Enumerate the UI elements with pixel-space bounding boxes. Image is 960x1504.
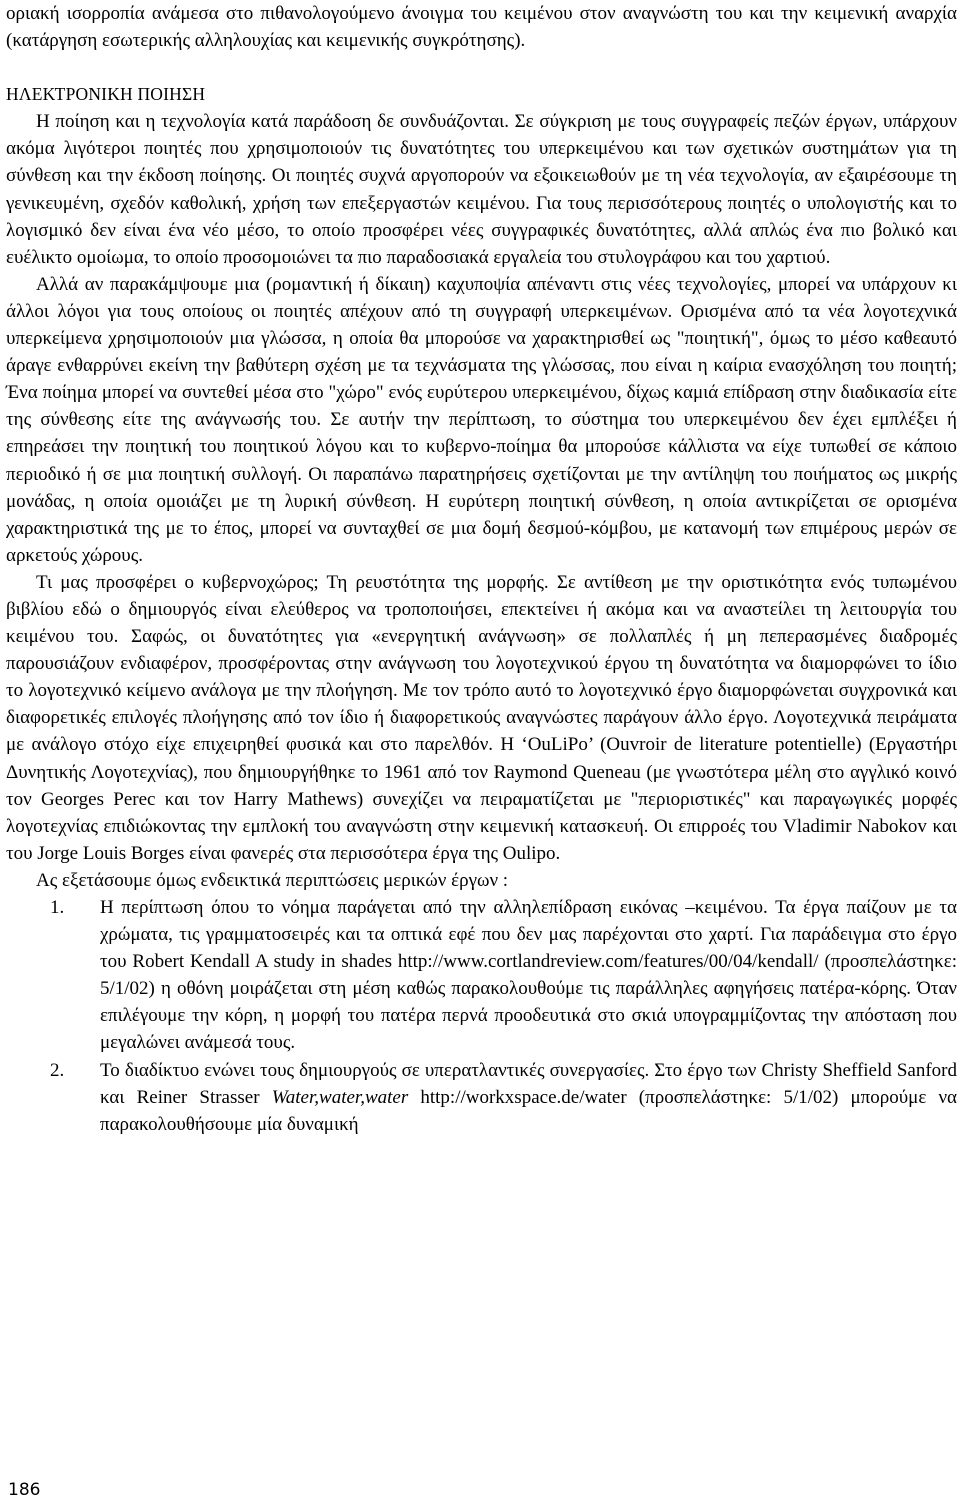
page-number: 186 (8, 1480, 41, 1500)
list-item (6, 894, 957, 1057)
list-item-text-before: Το διαδίκτυο ενώνει τους δημιουργούς σε υπερατλαντικές συνεργασίες. Στο έργο των Christy Sheffield Sanford και Reiner Strasser (100, 1059, 957, 1108)
intro-paragraph: οριακή ισορροπία ανάμεσα στο πιθανολογούμενο άνοιγμα του κειμένου στον αναγνώστη του και την κειμενική αναρχία (κατάργηση εσωτερικής αλληλουχίας και κειμενικής συγκρότησης). (6, 3, 957, 52)
body-paragraph: Ας εξετάσουμε όμως ενδεικτικά περιπτώσεις μερικών έργων : (36, 869, 509, 891)
list-item (6, 1057, 957, 1138)
list-item-text: Η περίπτωση όπου το νόημα παράγεται από την αλληλεπίδραση εικόνας –κειμένου. Τα έργα παίζουν με τα χρώματα, τις γραμματοσειρές και τα οπτικά εφέ που δεν μας παρέχονται στο χαρτί. Για παράδειγμα στο έργο του Robert Kendall A study in shades http://www.cortlandreview.com/features/00/04/kendall/ (προσπελάστηκε: 5/1/02) η οθόνη μοιράζεται στη μέση καθώς παρακολουθούμε τις παράλληλες αφηγήσεις πατέρα-κόρης. Όταν επιλέγουμε την κόρη, η μορφή του πατέρα περνά προοδευτικά στο σκιά υπογραμμίζοντας την απόσταση που μεγαλώνει ανάμεσά τους. (100, 897, 957, 1054)
section-heading: ΗΛΕΚΤΡΟΝΙΚΗ ΠΟΙΗΣΗ (6, 84, 206, 105)
list-item-number: 1. (50, 897, 65, 918)
text-block (6, 0, 957, 1138)
body-paragraph: Αλλά αν παρακάμψουμε μια (ρομαντική ή δίκαιη) καχυποψία απέναντι στις νέες τεχνολογίες, μπορεί να υπάρχουν κι άλλοι λόγοι για τους οποίους οι ποιητές απέχουν από τη συγγραφή υπερκειμένων. Ορισμένα από τα νέα λογοτεχνικά υπερκείμενα χρησιμοποιούν μια γλώσσα, η οποία θα μπορούσε να χαρακτηρισθεί ως "ποιητική", όμως το μέσο καθεαυτό άραγε ενθαρρύνει εκείνη την βαθύτερη σχέση με τα τεχνάσματα της γλώσσας, που είναι η καίρια ενασχόληση του ποιητή; Ένα ποίημα μπορεί να συντεθεί μέσα στο "χώρο" ενός ευρύτερου υπερκειμένου, δίχως καμιά επίδραση στην διαδικασία είτε της σύνθεσης είτε της ανάγνωσής του. Σε αυτήν την περίπτωση, το σύστημα του υπερκειμένου δεν έχει εμπλέξει ή επηρεάσει την ποιητική του ποιητικού λόγου και το κυβερνο-ποίημα θα μπορούσε κάλλιστα να είχε τυπωθεί σε κάποιο περιοδικό ή σε μια ποιητική συλλογή. Οι παραπάνω παρατηρήσεις σχετίζονται με την αντίληψη του ποιήματος ως μικρής μονάδας, η οποία ομοιάζει με τη λυρική σύνθεση. Η ευρύτερη ποιητική σύνθεση, η οποία αντικρίζεται σε ορισμένα χαρακτηριστικά της με το έπος, μπορεί να συνταχθεί σε μια δομή δεσμού-κόμβου, με κατανομή των επιμέρους μερών σε αρκετούς χώρους. (6, 273, 957, 566)
list-item-number: 2. (50, 1059, 65, 1081)
numbered-list (6, 894, 957, 1138)
list-item-text-after: http://workxspace.de/water (προσπελάστηκε: 5/1/02) μπορούμε να παρακολουθήσουμε μία δυναμική (100, 1086, 957, 1135)
body-paragraph: Τι μας προσφέρει ο κυβερνοχώρος; Τη ρευστότητα της μορφής. Σε αντίθεση με την οριστικότητα ενός τυπωμένου βιβλίου εδώ ο δημιουργός είναι ελεύθερος να τροποποιήσει, επεκτείνει ή ακόμα και να αναστείλει τη λειτουργία του κειμένου του. Σαφώς, οι δυνατότητες για «ενεργητική ανάγνωση» σε πολλαπλές ή μη πεπερασμένες διαδρομές παρουσιάζουν ενδιαφέρον, προσφέροντας στην ανάγνωση του λογοτεχνικού έργου τη δυνατότητα να διαμορφώνει το ίδιο το λογοτεχνικό κείμενο ανάλογα με την πλοήγηση. Με τον τρόπο αυτό το λογοτεχνικό έργο διαμορφώνεται συγχρονικά και διαφορετικές επιλογές πλοήγησης από τον ίδιο ή διαφορετικούς αναγνώστες παράγουν άλλο έργο. Λογοτεχνικά πειράματα με ανάλογο στόχο είχε επιχειρηθεί φυσικά και στο παρελθόν. Η ‘OuLiPo’ (Ouvroir de literature potentielle) (Εργαστήρι Δυνητικής Λογοτεχνίας), που δημιουργήθηκε το 1961 από τον Raymond Queneau (με γνωστότερα μέλη στο αγγλικό κοινό τον Georges Perec και τον Harry Mathews) συνεχίζει να πειραματίζεται με "περιοριστικές" και παραγωγικές μορφές λογοτεχνίας επιδιώκοντας την εμπλοκή του αναγνώστη στην κειμενική κατασκευή. Οι επιρροές του Vladimir Nabokov και του Jorge Louis Borges είναι φανερές στα περισσότερα έργα της Oulipo. (6, 571, 957, 864)
body-paragraph: Η ποίηση και η τεχνολογία κατά παράδοση δε συνδυάζονται. Σε σύγκριση με τους συγγραφείς πεζών έργων, υπάρχουν ακόμα λιγότεροι ποιητές που χρησιμοποιούν τις δυνατότητες του υπερκειμένου και των σχετικών συστημάτων για τη σύνθεση και την έκδοση ποίησης. Οι ποιητές συχνά αργοπορούν να εξοικειωθούν με τη νέα τεχνολογία, αν εξαιρέσουμε τη γενικευμένη, σχεδόν καθολική, χρήση των επεξεργαστών κειμένου. Για τους περισσότερους ποιητές ο υπολογιστής και το λογισμικό δεν είναι ένα νέο μέσο, το οποίο προσφέρει νέες συγγραφικές δυνατότητες, αλλά απλώς ένα πιο βολικό και ευέλικτο ομοίωμα, το οποίο προσομοιώνει τα πιο παραδοσιακά εργαλεία του στυλογράφου και του χαρτιού. (6, 111, 957, 268)
work-title: Water,water,water (271, 1086, 409, 1108)
